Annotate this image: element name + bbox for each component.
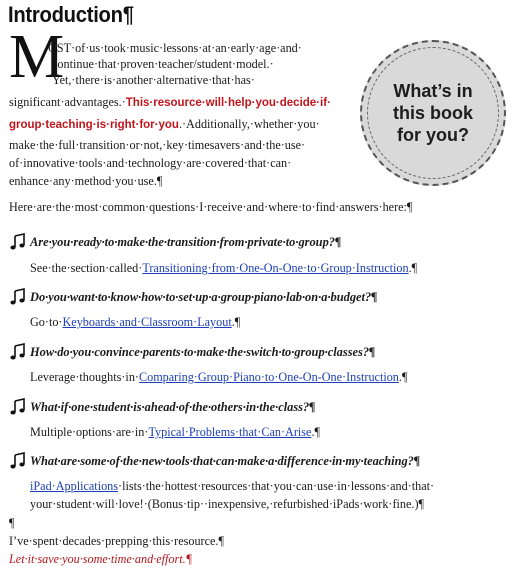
answer-suffix: .¶: [398, 370, 408, 384]
intro-line-3: Yet,·there·is·another·alternative·that·has·: [52, 73, 255, 87]
answer-suffix: .¶: [408, 261, 418, 275]
empty-paragraph-mark: ¶: [9, 516, 15, 530]
question-item: [9, 398, 315, 416]
question-text: Do·you·want·to·know·how·to·set·up·a·group·piano·lab·on·a·budget?¶: [30, 289, 378, 304]
intro-line-1: OST·of·us·took·music·lessons·at·an·early·age·and·: [48, 41, 302, 55]
music-note-icon: [9, 398, 27, 416]
highlight-text-cont: group·teaching·is·right·for·you: [9, 119, 179, 131]
section-link[interactable]: iPad·Applications: [30, 479, 119, 493]
answer-prefix: Go·to·: [30, 315, 63, 329]
closing-line-2: Let·it·save·you·some·time·and·effort.¶: [9, 552, 193, 566]
section-link[interactable]: Transitioning·from·One-On-One·to·Group·Instruction: [142, 261, 409, 275]
answer-prefix: Multiple·options·are·in·: [30, 425, 149, 439]
badge-line-3: for you?: [397, 125, 469, 145]
section-link[interactable]: Keyboards·and·Classroom·Layout: [62, 315, 232, 329]
answer-text-cont: your·student·will·love!·(Bonus·tip··inexpensive,·refurbished·iPads·work·fine.)¶: [30, 497, 425, 511]
answer-text: [30, 370, 407, 385]
answer-suffix: ·lists·the·hottest·resources·that·you·can·use·in·lessons·and·that·: [118, 479, 435, 493]
music-note-icon: [9, 452, 27, 470]
intro-line-2: continue·that·proven·teacher/student·model.·: [52, 57, 274, 71]
question-text: How·do·you·convince·parents·to·make·the·switch·to·group·classes?¶: [30, 344, 376, 359]
page-title: Introduction¶: [8, 2, 134, 27]
intro-line-4: [9, 94, 331, 111]
answer-suffix: .¶: [231, 315, 241, 329]
intro-line-5-text: .·Additionally,·whether·you·: [178, 117, 320, 131]
answer-text: [30, 261, 417, 276]
question-item: [9, 343, 375, 361]
answer-text: [30, 479, 434, 494]
common-questions-intro: Here·are·the·most·common·questions·I·receive·and·where·to·find·answers·here:¶: [9, 200, 413, 214]
closing-line-1: I’ve·spent·decades·prepping·this·resource.¶: [9, 534, 224, 548]
intro-line-8: enhance·any·method·you·use.¶: [9, 174, 163, 188]
question-text: Are·you·ready·to·make·the·transition·from·private·to·group?¶: [30, 234, 342, 249]
section-link[interactable]: Comparing·Group·Piano·to·One-On-One·Instruction: [138, 370, 399, 384]
section-link[interactable]: Typical·Problems·that·Can·Arise: [148, 425, 312, 439]
question-text: What·if·one·student·is·ahead·of·the·others·in·the·class?¶: [30, 399, 316, 414]
intro-line-4-text: significant·advantages.·: [9, 95, 126, 109]
answer-prefix: Leverage·thoughts·in·: [30, 370, 139, 384]
question-item: [9, 233, 341, 251]
music-note-icon: [9, 233, 27, 251]
badge-line-2: this book: [393, 103, 473, 123]
question-item: [9, 288, 377, 306]
answer-text: [30, 425, 320, 440]
question-text: What·are·some·of·the·new·tools·that·can·make·a·difference·in·my·teaching?¶: [30, 453, 421, 468]
music-note-icon: [9, 343, 27, 361]
intro-line-7: of·innovative·tools·and·technology·are·covered·that·can·: [9, 156, 292, 170]
intro-line-5: [9, 116, 320, 133]
badge-text: [393, 80, 473, 146]
question-item: [9, 452, 420, 470]
answer-suffix: .¶: [311, 425, 321, 439]
answer-prefix: See·the·section·called·: [30, 261, 143, 275]
music-note-icon: [9, 288, 27, 306]
intro-line-6: make·the·full·transition·or·not,·key·timesavers·and·the·use·: [9, 138, 306, 152]
callout-badge: [360, 40, 506, 186]
badge-line-1: What’s in: [393, 81, 473, 101]
drop-cap: M: [9, 23, 65, 91]
highlight-text: This·resource·will·help·you·decide·if·: [125, 97, 331, 109]
answer-text: [30, 315, 240, 330]
